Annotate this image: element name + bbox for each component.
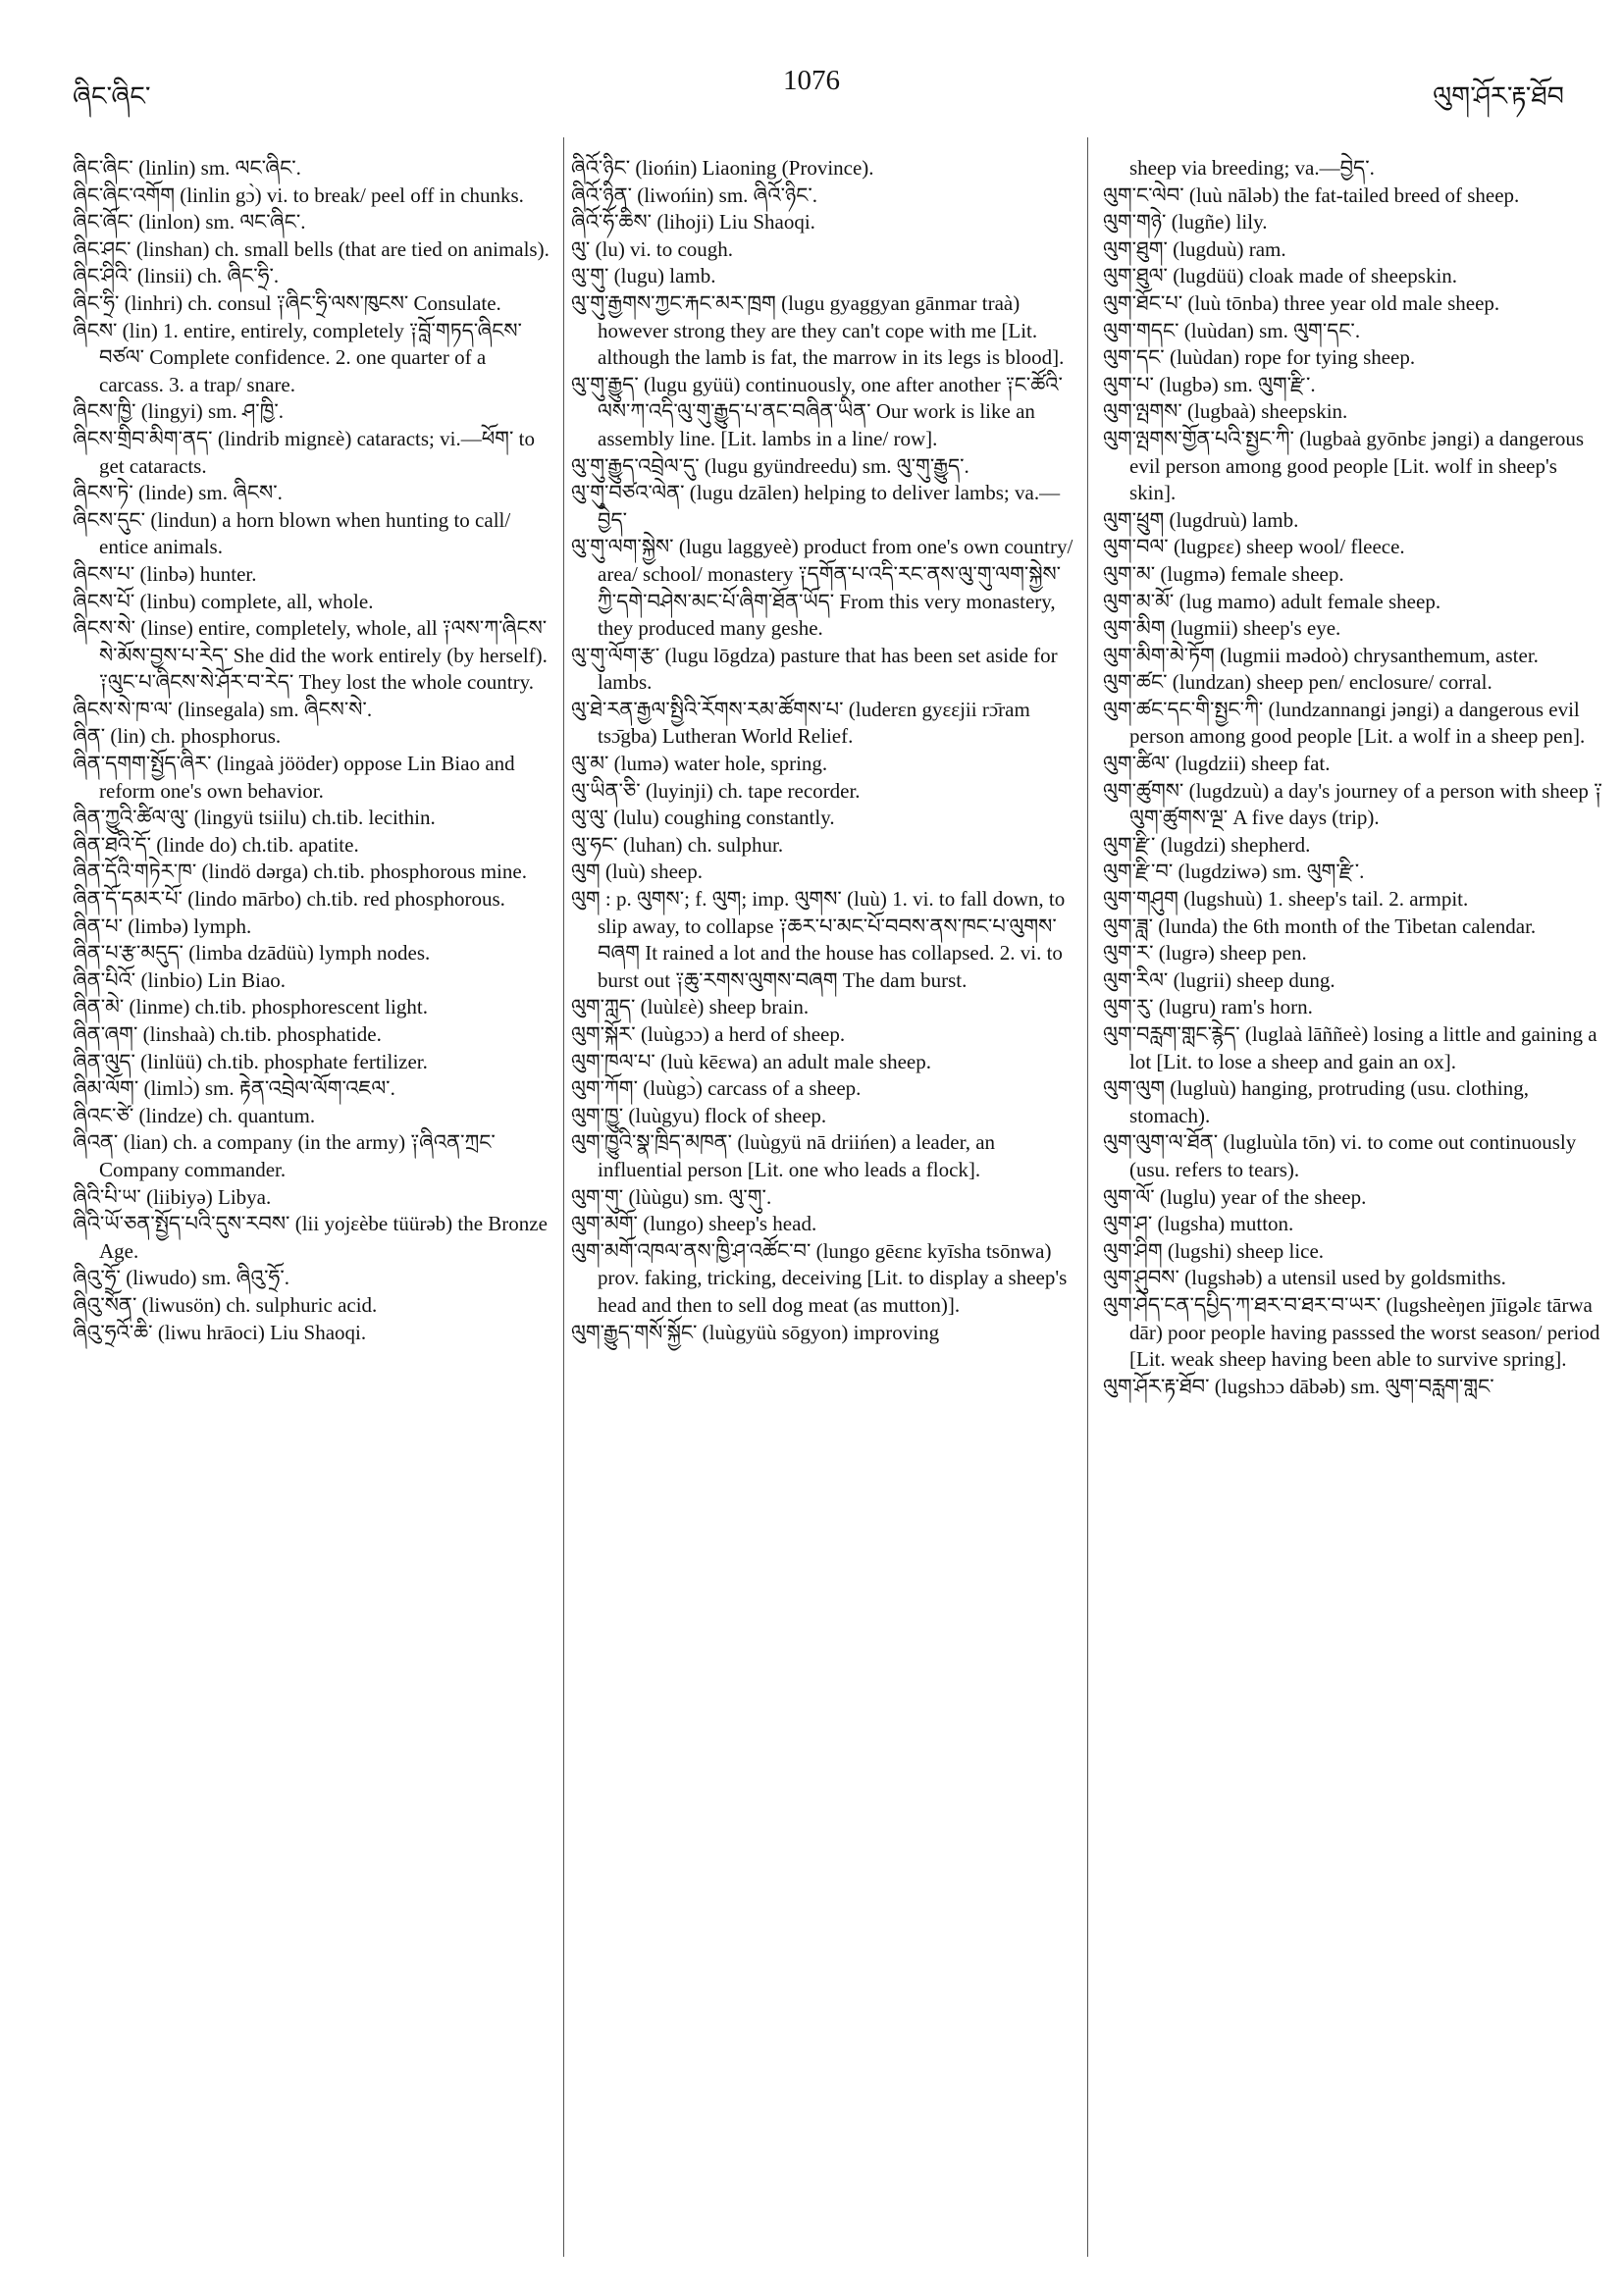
dictionary-entry: ལུག་གཤུག (lugshuù) 1. sheep's tail. 2. armpit. (1103, 887, 1469, 912)
dictionary-entry: ཞིའོ་ཉིང་ (liońin) Liaoning (Province). (571, 156, 874, 180)
dictionary-entry: ལུག་ཐུག་ (lugduù) ram. (1103, 236, 1286, 261)
dictionary-entry: ལུག་མ་མོ་ (lug mamo) adult female sheep. (1103, 589, 1441, 613)
dictionary-entry: ཞིན་དགག་སྤྱོད་ཞིར་ (lingaà jööder) oppose Lin Biao and reform one's own behavior. (73, 752, 515, 803)
dictionary-entry: ཞིངས་སེ་ཁ་ལ་ (linsegala) sm. ཞིངས་སེ་. (73, 697, 373, 721)
dictionary-entry: ཞིའུ་ཧྲོ་ (liwudo) sm. ཞིའུ་ཧྲོ་. (73, 1266, 290, 1290)
dictionary-entry: ལུག་གདང་ (luùdan) sm. ལུག་དང་. (1103, 318, 1361, 342)
dictionary-entry: ཞིངས་པ་ (linbə) hunter. (73, 561, 257, 586)
dictionary-entry: ལུག་ལྤགས་ (lugbaà) sheepskin. (1103, 399, 1348, 424)
dictionary-entry: ལུག་ཤ་ (lugsha) mutton. (1103, 1212, 1294, 1236)
dictionary-entry: ཞིའང་ཙེ་ (lindze) ch. quantum. (73, 1103, 316, 1127)
running-head-right: ལུག་ཤོར་རྟ་ཐོབ (1433, 81, 1564, 111)
dictionary-entry: ལུག་བལ་ (lugpɛɛ) sheep wool/ fleece. (1103, 535, 1405, 559)
dictionary-entry: ལུག་མགོ་ (lungo) sheep's head. (571, 1212, 817, 1236)
dictionary-entry: ལུག་བརླག་གླང་རྙེད་ (luglaà lāññeè) losing a little and gaining a lot [Lit. to lose a sheep and gain an ox]. (1103, 1022, 1597, 1073)
dictionary-entry: ལུ་ཧང་ (luhan) ch. sulphur. (571, 832, 784, 857)
dictionary-entry: ལུག་ཁལ་པ་ (luù kēɛwa) an adult male sheep. (571, 1049, 931, 1073)
page-number: 1076 (783, 65, 840, 96)
dictionary-column-1 (73, 155, 553, 1346)
dictionary-entry: ལུ་གུ་རྒྱགས་ཀྱང་རྐང་མར་ཁྲག (lugu gyaggyan gānmar traà) however strong they are they can't cope with me [Lit. although the lamb is fat, the marrow in its legs is blood]. (571, 290, 1065, 370)
dictionary-entry: ཞིའུ་སོན་ (liwusön) ch. sulphuric acid. (73, 1292, 378, 1317)
dictionary-entry: ལུ་གུ་བཙའ་ལེན་ (lugu dzālen) helping to deliver lambs; va.—བྱེད་ (571, 481, 1061, 532)
dictionary-entry: ཞིའོ་ཉིན་ (liwońin) sm. ཞིའོ་ཉིང་. (571, 183, 818, 207)
dictionary-entry: ལུག་པ་ (lugbə) sm. ལུག་རྫི་. (1103, 372, 1316, 396)
dictionary-entry: ལུག་ཚང་དང་གི་སྤྱང་ཀི་ (lundzannangi jəngi) a dangerous evil person among good people [Lit. a wolf in a sheep pen]. (1103, 697, 1586, 749)
dictionary-entry: ལུག་མ་ (lugmə) female sheep. (1103, 561, 1344, 586)
dictionary-entry: ཞིན་ཐའི་དོ་ (linde do) ch.tib. apatite. (73, 832, 359, 857)
dictionary-entry: ཞིངས་སེ་ (linse) entire, completely, whole, all ༑ལས་ཀ་ཞིངས་སེ་མོས་བྱས་པ་རེད་ She did the work entirely (by herself). ༑ལུང་པ་ཞིངས་སེ་ཤོར་བ་རེད་ They lost the whole country. (73, 616, 548, 695)
running-head-left: ཞིང་ཞིང་ (73, 81, 151, 111)
dictionary-entry: ལུག་ར་ (lugrə) sheep pen. (1103, 941, 1307, 965)
dictionary-entry: ཞིའི་ཡོ་ཅན་སྤྱོད་པའི་དུས་རབས་ (lii yojɛèbe tüürəb) the Bronze Age. (73, 1212, 548, 1263)
dictionary-entry: ཞིངས་དུང་ (lindun) a horn blown when hunting to call/ entice animals. (73, 507, 511, 559)
dictionary-entry: ལུག་ཐོང་པ་ (luù tōnba) three year old male sheep. (1103, 290, 1500, 315)
dictionary-entry: ཞིན་ཀྱུའི་ཚིལ་ལུ་ (lingyü tsiilu) ch.tib. lecithin. (73, 806, 436, 830)
dictionary-entry: ཞིངས་ཁྱི་ (lingyi) sm. ཤ་ཁྱི་. (73, 399, 285, 424)
dictionary-entry: ཞིན་ (lin) ch. phosphorus. (73, 724, 282, 749)
dictionary-entry: ལུ་མ་ (lumə) water hole, spring. (571, 752, 828, 776)
dictionary-entry: ལུག་ཁྱུ་ (luùgyu) flock of sheep. (571, 1103, 827, 1127)
dictionary-entry: ཞིན་མེ་ (linme) ch.tib. phosphorescent light. (73, 995, 428, 1019)
dictionary-entry: ཞིའན་ (lian) ch. a company (in the army) ༑ཞིའན་ཀྲང་ Company commander. (73, 1130, 496, 1181)
dictionary-entry: ཞིའི་པི་ཡ་ (liibiyə) Libya. (73, 1184, 272, 1209)
dictionary-entry: ལུག་རྫི་ (lugdzi) shepherd. (1103, 832, 1311, 857)
dictionary-entry: ཞིན་ལུད་ (linlüü) ch.tib. phosphate fertilizer. (73, 1049, 428, 1073)
dictionary-entry: ཞིན་པ་རྩ་མདུད་ (limba dzādüù) lymph nodes. (73, 941, 431, 965)
dictionary-entry: ཞིང་ཞོང་ (linlon) sm. ལང་ཞིང་. (73, 210, 306, 235)
dictionary-entry: ལུག་མིག (lugmii) sheep's eye. (1103, 616, 1341, 641)
dictionary-entry: ཞིང་ཞིང་འགོག (linlin gɔ̀) vi. to break/ peel off in chunks. (73, 183, 524, 207)
dictionary-entry: ལུག་ཤིག (lugshi) sheep lice. (1103, 1238, 1325, 1263)
dictionary-entry: ལུ་གུ་ལོག་རྩ་ (lugu lōgdza) pasture that has been set aside for lambs. (571, 643, 1058, 695)
dictionary-entry: ལུག་ཤོར་རྟ་ཐོབ་ (lugshɔɔ dābəb) sm. ལུག་བརླག་གླང་ (1103, 1374, 1494, 1398)
dictionary-entry: ལུག་ཚིལ་ (lugdzii) sheep fat. (1103, 752, 1331, 776)
dictionary-entry: ལུག (luù) sheep. (571, 860, 703, 884)
dictionary-entry: ཞིན་ཞག་ (linshaà) ch.tib. phosphatide. (73, 1022, 382, 1046)
dictionary-entry: ཞིངས་གྲིབ་མིག་ནད་ (lindrib mignɛè) cataracts; vi.—ཕོག་ to get cataracts. (73, 426, 535, 478)
dictionary-entry: ཞིང་ཧྲི་ (linhri) ch. consul ༑ཞིང་ཧྲི་ལས་ཁུངས་ Consulate. (73, 290, 501, 315)
dictionary-entry: ཞིའོ་ཧོ་ཆིས་ (lihoji) Liu Shaoqi. (571, 210, 815, 235)
dictionary-entry: ལུག་གུ་ (lùùgu) sm. ལུ་གུ་. (571, 1184, 772, 1209)
dictionary-entry: ལུག་ལྤགས་གྱོན་པའི་སྤྱང་ཀི་ (lugbaà gyōnbɛ jəngi) a dangerous evil person among good people [Lit. wolf in sheep's skin]. (1103, 426, 1585, 505)
dictionary-entry: ལུག་སྐོར་ (luùgɔɔ) a herd of sheep. (571, 1022, 846, 1046)
dictionary-entry: ལུ་ཐེ་རན་རྒྱལ་སྤྱིའི་རོགས་རམ་ཚོགས་པ་ (luderɛn gyɛɛjii rɔ̄ram tsɔ̄gba) Lutheran World Relief. (571, 697, 1030, 749)
dictionary-entry: ལུག་དང་ (luùdan) rope for tying sheep. (1103, 345, 1416, 370)
dictionary-entry: ལུག་ཤེད་ངན་དཔྱིད་ཀ་ཐར་བ་ཐར་བ་ཡར་ (lugsheèŋen jīigəlɛ tārwa dār) poor people having passsed the worst season/ period [Lit. weak sheep having been able to survive spring]. (1103, 1292, 1600, 1372)
dictionary-entry: ལུག : p. ལུགས་; f. ལུག; imp. ལུགས་ (luù) 1. vi. to fall down, to slip away, to collapse ༑ཆར་པ་མང་པོ་བབས་ནས་ཁང་པ་ལུགས་བཞག It rained a lot and the house has collapsed. 2. vi. to burst out ༑ཆུ་རགས་ལུགས་བཞག The dam burst. (571, 887, 1066, 992)
dictionary-entry: ལུ་ལུ་ (lulu) coughing constantly. (571, 806, 835, 830)
dictionary-entry: ལུག་ཤུབས་ (lugshəb) a utensil used by goldsmiths. (1103, 1266, 1506, 1290)
dictionary-entry: ལུག་ཀོག་ (luùgɔ̀) carcass of a sheep. (571, 1076, 862, 1101)
dictionary-entry: ལུག་ཚང་ (lundzan) sheep pen/ enclosure/ corral. (1103, 670, 1492, 695)
dictionary-entry: ལུག་རུ་ (lugru) ram's horn. (1103, 995, 1313, 1019)
dictionary-column-2 (571, 155, 1076, 1346)
column-divider (563, 137, 564, 2257)
dictionary-entry: ལུག་ཀླད་ (luùlɛè) sheep brain. (571, 995, 810, 1019)
dictionary-entry: ལུག་ཁྱུའི་སྣ་ཁྲིད་མཁན་ (luùgyü nā driińen) a leader, an influential person [Lit. one who leads a flock]. (571, 1130, 996, 1181)
dictionary-entry: ལུག་རིལ་ (lugrii) sheep dung. (1103, 967, 1335, 992)
dictionary-entry: ལུག་ཐུལ་ (lugdüü) cloak made of sheepskin. (1103, 264, 1458, 288)
dictionary-column-3 (1103, 155, 1603, 1400)
dictionary-entry: ལུ་གུ་རྒྱུད་འབྲེལ་དུ་ (lugu gyündreedu) sm. ལུ་གུ་རྒྱུད་. (571, 453, 969, 478)
dictionary-entry: ཞིན་དོའི་གཏེར་ཁ་ (lindö dərga) ch.tib. phosphorous mine. (73, 860, 527, 884)
column-divider (1087, 137, 1088, 2257)
dictionary-entry: ཞིན་པིའོ་ (linbio) Lin Biao. (73, 967, 287, 992)
dictionary-entry: ཞིང་ཤང་ (linshan) ch. small bells (that are tied on animals). (73, 236, 550, 261)
dictionary-entry: ལུ་ (lu) vi. to cough. (571, 236, 734, 261)
dictionary-entry: ཞིངས་ཏེ་ (linde) sm. ཞིངས་. (73, 481, 283, 505)
dictionary-entry: ལུ་གུ་རྒྱུད་ (lugu gyüü) continuously, one after another ༑ང་ཚོའི་ལས་ཀ་འདི་ལུ་གུ་རྒྱུད་པ་ནང་བཞིན་ཡིན་ Our work is like an assembly line. [Lit. lambs in a line/ row]. (571, 372, 1063, 450)
dictionary-entry: ཞིང་ཤིའི་ (linsii) ch. ཞིང་ཧྲི་. (73, 264, 280, 288)
dictionary-entry: ལུག་རྒྱུད་གསོ་སྐྱོང་ (luùgyüù sōgyon) improving (571, 1320, 940, 1344)
dictionary-entry: sheep via breeding; va.—བྱེད་. (1129, 156, 1375, 180)
dictionary-entry: ལུག་ཟླ་ (lunda) the 6th month of the Tibetan calendar. (1103, 913, 1537, 938)
dictionary-entry: ལུ་གུ་ (lugu) lamb. (571, 264, 716, 288)
dictionary-entry: ལུག་ང་ལེབ་ (luù nāləb) the fat-tailed breed of sheep. (1103, 183, 1520, 207)
dictionary-entry: ཞིམ་ལོག་ (limlɔ̀) sm. རྟེན་འབྲེལ་ལོག་འཇལ་. (73, 1076, 395, 1101)
dictionary-entry: ལུ་གུ་ལག་སྐྱེས་ (lugu laggyeè) product from one's own country/ area/ school/ monastery ༑དགོན་པ་འདི་རང་ནས་ལུ་གུ་ལག་སྐྱེས་ཀྱི་དགེ་བཤེས་མང་པོ་ཞིག་ཐོན་ཡོད་ From this very monastery, they produced many geshe. (571, 535, 1073, 641)
dictionary-entry: ལུག་ལུག་ལ་ཐོན་ (lugluùla tōn) vi. to come out continuously (usu. refers to tears). (1103, 1130, 1577, 1181)
dictionary-entry: ལུ་ཡིན་ཅི་ (luyinji) ch. tape recorder. (571, 778, 861, 803)
dictionary-entry: ཞིན་དོ་དམར་པོ་ (lindo mārbo) ch.tib. red phosphorous. (73, 887, 505, 912)
dictionary-entry: ལུག་ཕྲུག (lugdruù) lamb. (1103, 507, 1299, 532)
dictionary-entry: ལུག་མིག་མེ་ཏོག (lugmii mədoò) chrysanthemum, aster. (1103, 643, 1539, 667)
dictionary-entry: ལུག་རྫི་བ་ (lugdziwə) sm. ལུག་རྫི་. (1103, 860, 1365, 884)
dictionary-entry: ཞིའུ་ཧྲའོ་ཆི་ (liwu hrāoci) Liu Shaoqi. (73, 1320, 367, 1344)
dictionary-entry: ལུག་གཉེ་ (lugñe) lily. (1103, 210, 1268, 235)
dictionary-entry: ལུག་ལུག (lugluù) hanging, protruding (usu. clothing, stomach). (1103, 1076, 1529, 1127)
dictionary-entry: ལུག་མགོ་འཁལ་ནས་ཁྱི་ཤ་འཚོང་བ་ (lungo gēɛnɛ kyīsha tsōnwa) prov. faking, tricking, deceiving [Lit. to display a sheep's head and then to sell dog meat (as mutton)]. (571, 1238, 1068, 1317)
dictionary-entry: ལུག་ཚུགས་ (lugdzuù) a day's journey of a person with sheep ༑ལུག་ཚུགས་ལྔ་ A five days (trip). (1103, 778, 1603, 830)
dictionary-entry: ཞིང་ཞིང་ (linlin) sm. ལང་ཞིང་. (73, 156, 301, 180)
dictionary-entry: ལུག་ལོ་ (luglu) year of the sheep. (1103, 1184, 1367, 1209)
dictionary-entry: ཞིངས་ (lin) 1. entire, entirely, completely ༑བློ་གཏད་ཞིངས་བཙལ་ Complete confidence. 2. one quarter of a carcass. 3. a trap/ snare. (73, 318, 522, 396)
dictionary-entry: ཞིན་པ་ (limbə) lymph. (73, 913, 252, 938)
dictionary-entry: ཞིངས་པོ་ (linbu) complete, all, whole. (73, 589, 374, 613)
